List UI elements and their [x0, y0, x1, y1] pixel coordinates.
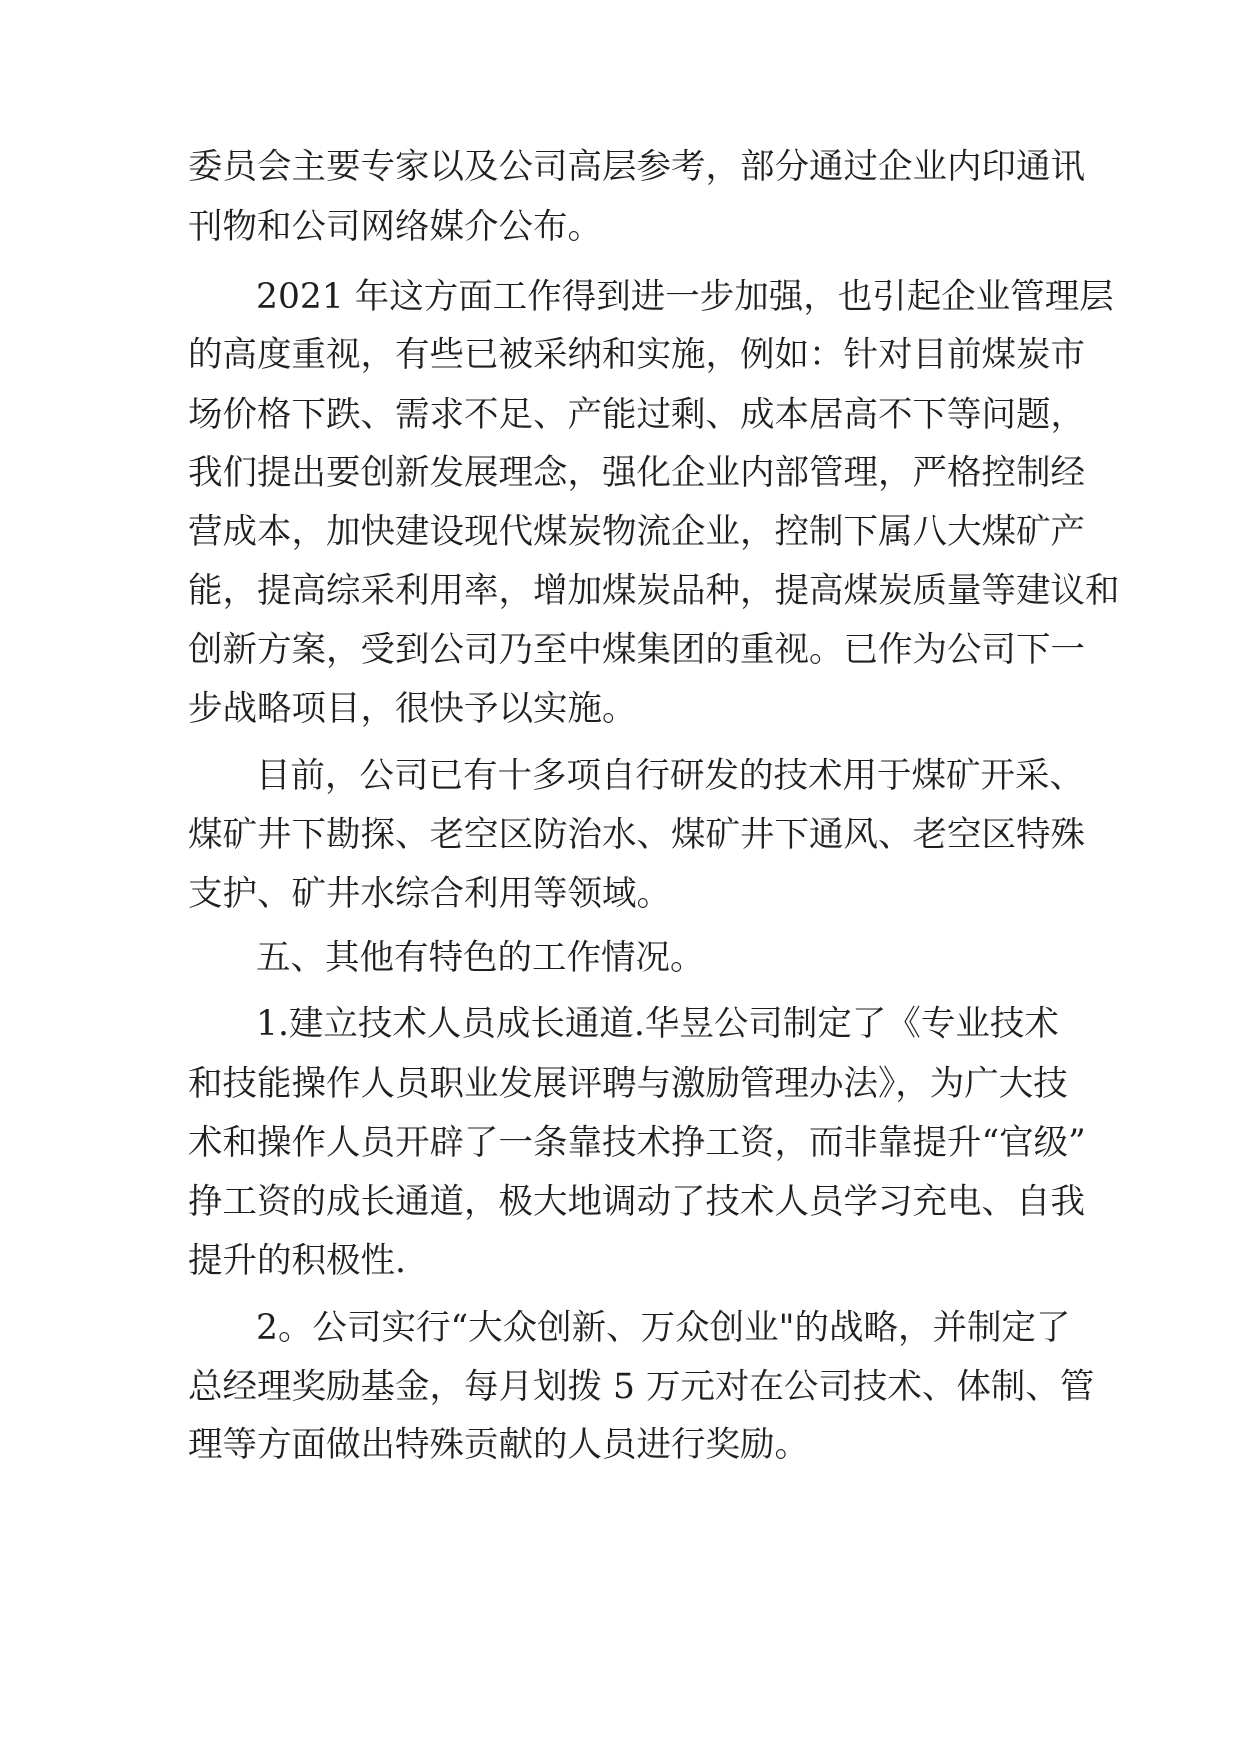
paragraph-start-line: 2021 年这方面工作得到进一步加强，也引起企业管理层 — [256, 277, 1114, 317]
paragraph-start-line: 2。公司实行“大众创新、万众创业"的战略，并制定了 — [256, 1308, 1071, 1348]
text-line: 场价格下跌、需求不足、产能过剩、成本居高不下等问题， — [188, 395, 1085, 435]
paragraph-start-line: 1.建立技术人员成长通道.华昱公司制定了《专业技术 — [256, 1004, 1059, 1044]
text-line: 刊物和公司网络媒介公布。 — [188, 207, 602, 247]
text-line: 我们提出要创新发展理念，强化企业内部管理，严格控制经 — [188, 453, 1085, 493]
text-line: 委员会主要专家以及公司高层参考，部分通过企业内印通讯 — [188, 147, 1085, 187]
paragraph-start-line: 目前，公司已有十多项自行研发的技术用于煤矿开采、 — [256, 756, 1084, 796]
text-line: 营成本，加快建设现代煤炭物流企业，控制下属八大煤矿产 — [188, 512, 1085, 552]
section-heading: 五、其他有特色的工作情况。 — [256, 938, 705, 978]
text-line: 支护、矿井水综合利用等领域。 — [188, 874, 671, 914]
text-line: 步战略项目，很快予以实施。 — [188, 689, 637, 729]
text-line: 创新方案，受到公司乃至中煤集团的重视。已作为公司下一 — [188, 630, 1085, 670]
text-line: 能，提高综采利用率，增加煤炭品种，提高煤炭质量等建议和 — [188, 571, 1120, 611]
text-line: 的高度重视，有些已被采纳和实施，例如：针对目前煤炭市 — [188, 335, 1085, 375]
text-line: 和技能操作人员职业发展评聘与激励管理办法》，为广大技 — [188, 1064, 1068, 1104]
text-line: 术和操作人员开辟了一条靠技术挣工资，而非靠提升“官级” — [188, 1123, 1086, 1163]
text-line: 挣工资的成长通道，极大地调动了技术人员学习充电、自我 — [188, 1182, 1085, 1222]
text-line: 提升的积极性. — [188, 1241, 406, 1281]
text-line: 总经理奖励基金，每月划拨 5 万元对在公司技术、体制、管 — [188, 1367, 1095, 1407]
text-line: 煤矿井下勘探、老空区防治水、煤矿井下通风、老空区特殊 — [188, 815, 1085, 855]
text-line: 理等方面做出特殊贡献的人员进行奖励。 — [188, 1425, 809, 1465]
